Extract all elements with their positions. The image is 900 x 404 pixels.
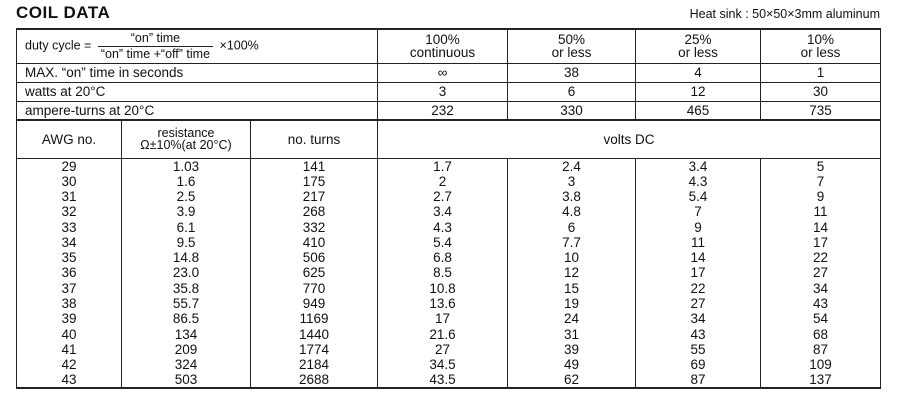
volts-cell: 34 (761, 281, 881, 296)
awg-cell: 36 (17, 265, 122, 280)
table-row (17, 281, 881, 296)
duty-percent: 100% (425, 31, 460, 47)
awg-cell: 40 (17, 326, 122, 341)
turns-cell: 217 (251, 189, 378, 204)
volts-cell: 11 (761, 204, 881, 219)
table-row (17, 311, 881, 326)
duty-column-header (508, 29, 636, 63)
table-row (17, 250, 881, 265)
turns-cell: 949 (251, 296, 378, 311)
page-title: COIL DATA (16, 3, 111, 22)
volts-cell: 137 (761, 372, 881, 388)
table-row (17, 357, 881, 372)
spec-value: 232 (378, 101, 508, 120)
spec-value: 330 (508, 101, 636, 120)
awg-cell: 31 (17, 189, 122, 204)
table-row (17, 219, 881, 234)
volts-cell: 24 (508, 311, 636, 326)
turns-cell: 1440 (251, 326, 378, 341)
volts-cell: 17 (636, 265, 761, 280)
resistance-cell: 1.03 (122, 158, 251, 174)
volts-cell: 22 (636, 281, 761, 296)
spec-label: ampere-turns at 20°C (17, 101, 378, 120)
volts-cell: 4.3 (636, 174, 761, 189)
volts-cell: 34.5 (378, 357, 508, 372)
volts-cell: 7.7 (508, 235, 636, 250)
volts-cell: 62 (508, 372, 636, 388)
turns-cell: 332 (251, 219, 378, 234)
volts-cell: 68 (761, 326, 881, 341)
table-row (17, 174, 881, 189)
volts-cell: 7 (761, 174, 881, 189)
turns-cell: 625 (251, 265, 378, 280)
volts-cell: 31 (508, 326, 636, 341)
volts-cell: 21.6 (378, 326, 508, 341)
volts-cell: 43.5 (378, 372, 508, 388)
awg-cell: 37 (17, 281, 122, 296)
duty-column-header (761, 29, 881, 63)
resistance-cell: 86.5 (122, 311, 251, 326)
duty-cycle-row (17, 29, 881, 63)
duty-qualifier: or less (678, 45, 718, 61)
volts-cell: 87 (636, 372, 761, 388)
volts-cell: 2 (378, 174, 508, 189)
table-row (17, 296, 881, 311)
awg-cell: 39 (17, 311, 122, 326)
coil-data-rows (17, 158, 881, 388)
duty-cycle-label: duty cycle = (25, 38, 92, 53)
volts-cell: 14 (761, 219, 881, 234)
resistance-cell: 55.7 (122, 296, 251, 311)
turns-header: no. turns (251, 120, 378, 158)
resistance-cell: 3.9 (122, 204, 251, 219)
volts-cell: 22 (761, 250, 881, 265)
table-row (17, 158, 881, 174)
volts-cell: 2.7 (378, 189, 508, 204)
volts-cell: 109 (761, 357, 881, 372)
duty-column-header (378, 29, 508, 63)
volts-cell: 9 (636, 219, 761, 234)
spec-label: watts at 20°C (17, 82, 378, 101)
volts-cell: 19 (508, 296, 636, 311)
turns-cell: 175 (251, 174, 378, 189)
spec-value: 1 (761, 63, 881, 82)
volts-cell: 34 (636, 311, 761, 326)
volts-cell: 43 (636, 326, 761, 341)
volts-cell: 12 (508, 265, 636, 280)
volts-cell: 1.7 (378, 158, 508, 174)
duty-percent: 50% (558, 31, 586, 47)
resistance-cell: 2.5 (122, 189, 251, 204)
volts-cell: 10.8 (378, 281, 508, 296)
volts-cell: 7 (636, 204, 761, 219)
resistance-cell: 324 (122, 357, 251, 372)
table-row (17, 204, 881, 219)
table-row (17, 265, 881, 280)
table-row (17, 342, 881, 357)
spec-value: 3 (378, 82, 508, 101)
volts-cell: 27 (636, 296, 761, 311)
volts-cell: 17 (378, 311, 508, 326)
resistance-cell: 503 (122, 372, 251, 388)
resistance-cell: 1.6 (122, 174, 251, 189)
volts-cell: 17 (761, 235, 881, 250)
turns-cell: 2688 (251, 372, 378, 388)
duty-percent: 25% (684, 31, 712, 47)
awg-cell: 41 (17, 342, 122, 357)
awg-cell: 34 (17, 235, 122, 250)
spec-value: 735 (761, 101, 881, 120)
resistance-cell: 35.8 (122, 281, 251, 296)
resistance-cell: 23.0 (122, 265, 251, 280)
volts-cell: 43 (761, 296, 881, 311)
table-row (17, 372, 881, 388)
table-row (17, 326, 881, 341)
heat-sink-note: Heat sink : 50×50×3mm aluminum (689, 7, 880, 21)
awg-cell: 43 (17, 372, 122, 388)
spec-value: 4 (636, 63, 761, 82)
resistance-cell: 6.1 (122, 219, 251, 234)
volts-cell: 27 (761, 265, 881, 280)
duty-cycle-suffix: ×100% (219, 38, 259, 53)
awg-cell: 35 (17, 250, 122, 265)
resistance-cell: 9.5 (122, 235, 251, 250)
volts-cell: 54 (761, 311, 881, 326)
spec-value: 38 (508, 63, 636, 82)
volts-cell: 4.3 (378, 219, 508, 234)
duty-qualifier: or less (551, 45, 592, 61)
volts-cell: 3.4 (636, 158, 761, 174)
turns-cell: 268 (251, 204, 378, 219)
resistance-cell: 134 (122, 326, 251, 341)
awg-cell: 42 (17, 357, 122, 372)
volts-cell: 8.5 (378, 265, 508, 280)
awg-cell: 38 (17, 296, 122, 311)
spec-value: 6 (508, 82, 636, 101)
turns-cell: 141 (251, 158, 378, 174)
volts-cell: 49 (508, 357, 636, 372)
turns-cell: 506 (251, 250, 378, 265)
volts-cell: 5 (761, 158, 881, 174)
volts-cell: 13.6 (378, 296, 508, 311)
table-row (17, 235, 881, 250)
spec-value: 465 (636, 101, 761, 120)
resistance-cell: 14.8 (122, 250, 251, 265)
volts-cell: 3.8 (508, 189, 636, 204)
coil-data-table (16, 28, 881, 389)
volts-cell: 3 (508, 174, 636, 189)
awg-header: AWG no. (17, 120, 122, 158)
duty-qualifier: or less (800, 45, 841, 61)
spec-row-max-on-time (17, 63, 881, 82)
volts-cell: 14 (636, 250, 761, 265)
volts-dc-header: volts DC (378, 120, 881, 158)
resistance-header-line1: resistance (157, 125, 215, 140)
volts-cell: 27 (378, 342, 508, 357)
duty-column-header (636, 29, 761, 63)
volts-cell: 69 (636, 357, 761, 372)
duty-qualifier: continuous (409, 45, 476, 61)
volts-cell: 87 (761, 342, 881, 357)
volts-cell: 10 (508, 250, 636, 265)
duty-cycle-fraction (98, 32, 213, 60)
spec-label: MAX. “on” time in seconds (17, 63, 378, 82)
spec-value: 30 (761, 82, 881, 101)
volts-cell: 11 (636, 235, 761, 250)
volts-cell: 6.8 (378, 250, 508, 265)
resistance-cell: 209 (122, 342, 251, 357)
volts-cell: 15 (508, 281, 636, 296)
awg-cell: 32 (17, 204, 122, 219)
turns-cell: 410 (251, 235, 378, 250)
volts-cell: 5.4 (378, 235, 508, 250)
fraction-numerator: “on” time (98, 32, 213, 47)
spec-row-ampere-turns (17, 101, 881, 120)
turns-cell: 770 (251, 281, 378, 296)
volts-cell: 5.4 (636, 189, 761, 204)
spec-row-watts (17, 82, 881, 101)
fraction-denominator: “on” time +“off” time (100, 46, 211, 61)
resistance-header (122, 120, 251, 158)
resistance-header-line2: Ω±10%(at 20°C) (140, 138, 232, 153)
spec-value: 12 (636, 82, 761, 101)
spec-value: ∞ (378, 63, 508, 82)
turns-cell: 1169 (251, 311, 378, 326)
volts-cell: 55 (636, 342, 761, 357)
turns-cell: 2184 (251, 357, 378, 372)
volts-cell: 9 (761, 189, 881, 204)
awg-cell: 29 (17, 158, 122, 174)
volts-cell: 4.8 (508, 204, 636, 219)
awg-cell: 33 (17, 219, 122, 234)
volts-cell: 2.4 (508, 158, 636, 174)
awg-cell: 30 (17, 174, 122, 189)
volts-cell: 39 (508, 342, 636, 357)
data-header-row (17, 120, 881, 158)
duty-cycle-formula (17, 29, 378, 63)
volts-cell: 6 (508, 219, 636, 234)
table-row (17, 189, 881, 204)
volts-cell: 3.4 (378, 204, 508, 219)
turns-cell: 1774 (251, 342, 378, 357)
duty-percent: 10% (807, 31, 835, 47)
